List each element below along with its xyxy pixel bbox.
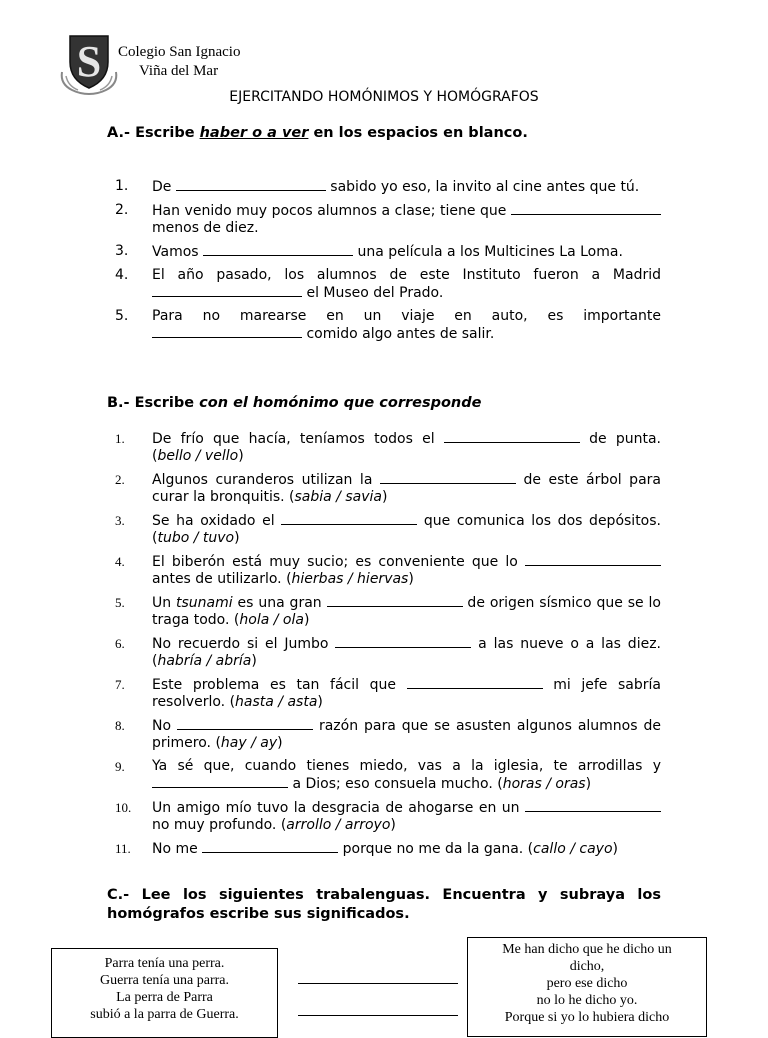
item-text: No me — [152, 841, 203, 857]
item-text: ) — [277, 735, 283, 751]
tongue-twister-line: Parra tenía una perra. — [104, 956, 225, 971]
answer-blank[interactable] — [152, 325, 302, 338]
answer-blank[interactable] — [177, 717, 313, 730]
list-item — [115, 471, 661, 506]
list-item — [115, 840, 661, 858]
section-a-heading — [107, 125, 528, 141]
school-name-line1: Colegio San Ignacio — [118, 44, 241, 60]
list-item — [115, 202, 661, 237]
item-text: no muy profundo. ( — [152, 817, 287, 833]
item-options: bello / vello — [157, 448, 239, 464]
answer-blank[interactable] — [327, 594, 463, 607]
tongue-twister-line: Porque si yo lo hubiera dicho — [504, 1010, 670, 1025]
list-item — [115, 635, 661, 670]
list-item — [115, 594, 661, 629]
item-text: Un — [152, 595, 177, 611]
item-text: el Museo del Prado. — [302, 285, 444, 301]
item-number: 9. — [115, 759, 125, 774]
tongue-twister-line: Me han dicho que he dicho un dicho, — [502, 942, 672, 974]
tongue-twister-line: pero ese dicho — [546, 976, 628, 991]
item-text: de este árbol para curar la bronquitis. ( — [152, 472, 661, 505]
item-text: Ya sé que, cuando tienes miedo, vas a la iglesia, te arrodillas y — [152, 758, 661, 774]
item-number: 10. — [115, 800, 132, 815]
item-number: 11. — [115, 841, 131, 856]
item-text: ) — [390, 817, 396, 833]
item-options: arrollo / arroyo — [286, 817, 391, 833]
item-number: 5. — [115, 308, 129, 324]
list-item — [115, 553, 661, 588]
tongue-twister-box-1 — [51, 948, 278, 1038]
item-options: hasta / asta — [235, 694, 318, 710]
answer-blank[interactable] — [525, 799, 661, 812]
item-text: Para no marearse en un viaje en auto, es importante — [152, 308, 661, 324]
item-text: sabido yo eso, la invito al cine antes que tú. — [325, 179, 640, 195]
logo-letter: S — [76, 37, 102, 86]
item-number: 6. — [115, 636, 125, 651]
tongue-twister-line: subió a la parra de Guerra. — [90, 1007, 239, 1022]
item-text: de punta. ( — [152, 431, 661, 464]
item-text: mi jefe sabría resolverlo. ( — [152, 677, 661, 710]
answer-blank[interactable] — [407, 676, 543, 689]
answer-blank[interactable] — [203, 243, 353, 256]
item-options: tubo / tuvo — [157, 530, 235, 546]
item-text: De — [152, 179, 176, 195]
school-name — [118, 43, 240, 81]
item-text: ) — [234, 530, 240, 546]
item-number: 4. — [115, 267, 129, 283]
item-text: menos de diez. — [152, 220, 259, 236]
answer-blank[interactable] — [525, 553, 661, 566]
item-number: 1. — [115, 431, 125, 446]
item-text: ) — [408, 571, 414, 587]
item-options: hay / ay — [220, 735, 278, 751]
item-text: comido algo antes de salir. — [302, 326, 495, 342]
item-options: hola / ola — [239, 612, 304, 628]
item-text: No — [152, 718, 177, 734]
item-text: El año pasado, los alumnos de este Instituto fueron a Madrid — [152, 267, 661, 283]
list-item — [115, 430, 661, 465]
list-item — [115, 243, 661, 261]
item-text: ) — [585, 776, 592, 792]
item-text: Un amigo mío tuvo la desgracia de ahogarse en un — [152, 800, 525, 816]
item-text: porque no me da la gana. ( — [338, 841, 534, 857]
item-number: 4. — [115, 554, 125, 569]
item-number: 7. — [115, 677, 125, 692]
item-text: de origen sísmico que se lo traga todo. ( — [152, 595, 661, 628]
item-text-emphasis: tsunami — [176, 595, 233, 611]
item-options: callo / cayo — [533, 841, 613, 857]
item-number: 3. — [115, 243, 129, 259]
item-text: ) — [381, 489, 388, 505]
list-item — [115, 799, 661, 834]
list-item — [115, 717, 661, 752]
item-text: a las nueve o a las diez. ( — [152, 636, 661, 669]
page-title: EJERCITANDO HOMÓNIMOS Y HOMÓGRAFOS — [229, 89, 539, 105]
item-options: sabia / savia — [294, 489, 382, 505]
item-text: ) — [317, 694, 323, 710]
answer-blank[interactable] — [444, 430, 580, 443]
school-name-line2: Viña del Mar — [139, 63, 219, 79]
item-number: 2. — [115, 472, 125, 487]
tongue-twister-line: La perra de Parra — [116, 990, 213, 1005]
item-options: habría / abría — [157, 653, 252, 669]
answer-blank[interactable] — [281, 512, 417, 525]
section-b-heading-text: B.- Escribe — [107, 395, 200, 411]
section-a-heading-text: A.- Escribe — [107, 125, 200, 141]
item-text: ) — [303, 612, 310, 628]
item-text: a Dios; eso consuela mucho. ( — [288, 776, 503, 792]
section-b-heading — [107, 395, 481, 411]
meaning-answer-line[interactable] — [298, 1015, 458, 1016]
item-number: 1. — [115, 178, 129, 194]
meaning-answer-line[interactable] — [298, 983, 458, 984]
item-text: Han venido muy pocos alumnos a clase; tiene que — [152, 203, 511, 219]
item-text: es una gran — [232, 595, 327, 611]
list-item — [115, 758, 661, 793]
item-options: horas / oras — [502, 776, 586, 792]
item-text: Vamos — [152, 244, 204, 260]
item-number: 5. — [115, 595, 125, 610]
answer-blank[interactable] — [380, 471, 516, 484]
section-a-heading-emphasis: haber o a ver — [199, 125, 309, 141]
list-item — [115, 512, 661, 547]
list-item — [115, 308, 661, 343]
answer-blank[interactable] — [176, 178, 326, 191]
item-text: ) — [251, 653, 257, 669]
item-text: De frío que hacía, teníamos todos el — [152, 431, 444, 447]
answer-blank[interactable] — [202, 840, 338, 853]
item-number: 2. — [115, 202, 129, 218]
section-b-list — [115, 430, 661, 858]
tongue-twister-box-2 — [467, 937, 707, 1037]
list-item — [115, 178, 661, 196]
section-b-heading-emphasis: con el homónimo que corresponde — [199, 395, 482, 411]
item-text: El biberón está muy sucio; es conveniente que lo — [152, 554, 525, 570]
item-text: ) — [238, 448, 244, 464]
answer-blank[interactable] — [152, 284, 302, 297]
item-text: ) — [612, 841, 618, 857]
tongue-twister-line: Guerra tenía una parra. — [99, 973, 230, 988]
list-item — [115, 676, 661, 711]
item-text: una película a los Multicines La Loma. — [353, 244, 623, 260]
section-c-heading: C.- Lee los siguientes trabalenguas. Encuentra y subraya los homógrafos escribe sus significados. — [107, 887, 661, 922]
school-crest-logo — [58, 32, 120, 96]
item-text: antes de utilizarlo. ( — [152, 571, 292, 587]
tongue-twister-line: no lo he dicho yo. — [536, 993, 638, 1008]
item-number: 3. — [115, 513, 125, 528]
item-options: hierbas / hiervas — [291, 571, 409, 587]
answer-blank[interactable] — [335, 635, 471, 648]
section-a-heading-text-end: en los espacios en blanco. — [308, 125, 528, 141]
item-text: Algunos curanderos utilizan la — [152, 472, 380, 488]
item-text: Este problema es tan fácil que — [152, 677, 407, 693]
answer-blank[interactable] — [511, 202, 661, 215]
section-a-list — [115, 178, 661, 343]
item-text: que comunica los dos depósitos. ( — [152, 513, 661, 546]
item-number: 8. — [115, 718, 125, 733]
item-text: No recuerdo si el Jumbo — [152, 636, 336, 652]
answer-blank[interactable] — [152, 775, 288, 788]
list-item — [115, 267, 661, 302]
item-text: razón para que se asusten algunos alumnos de primero. ( — [152, 718, 661, 751]
item-text: Se ha oxidado el — [152, 513, 282, 529]
